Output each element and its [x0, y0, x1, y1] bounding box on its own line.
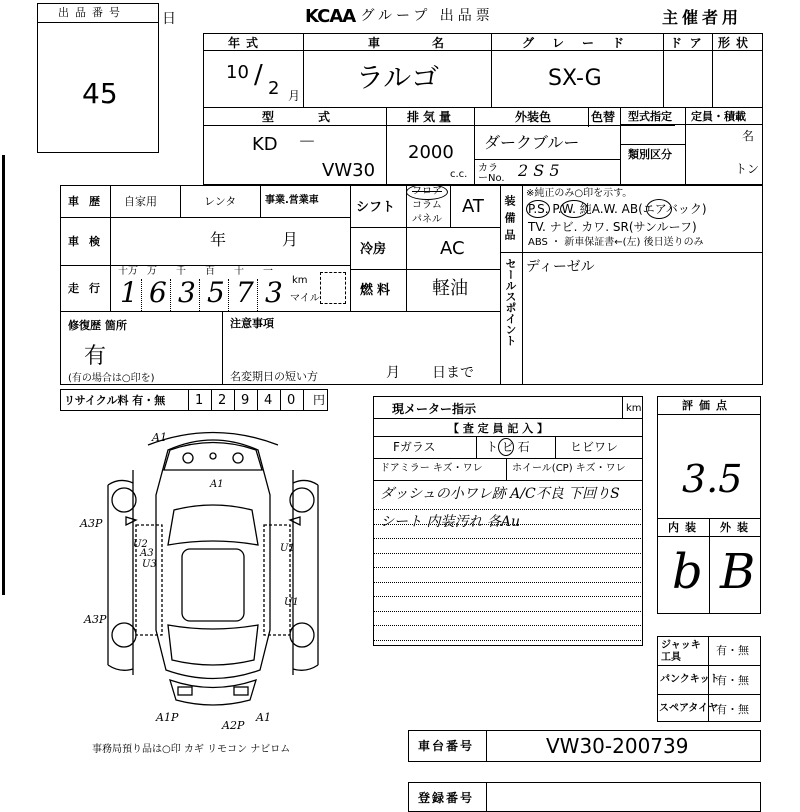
mark-u1-lower: U1 — [284, 597, 299, 608]
accessory-puncture-label: パンクキット — [660, 674, 720, 685]
shift-value: AT — [462, 196, 484, 217]
mileage-check-box — [320, 272, 346, 304]
recycle-digit: 1 — [195, 393, 204, 408]
grade-value: SX-G — [548, 66, 602, 91]
meter-unit: km — [626, 403, 642, 414]
recycle-unit: 円 — [313, 393, 326, 407]
displacement-label: 排気量 — [407, 110, 456, 124]
inspection-year-unit: 年 — [210, 230, 227, 249]
exterior-label: 外装 — [720, 521, 754, 534]
month-value: 2 — [268, 78, 280, 99]
accessory-spare-value: 有・無 — [716, 703, 749, 716]
ab-circle — [646, 199, 672, 219]
mileage-digit: 6 — [149, 276, 167, 309]
recycle-digit: 9 — [241, 393, 250, 408]
type-designation-label: 型式指定 — [628, 110, 672, 123]
recycle-digit: 4 — [264, 393, 273, 408]
lot-number-value: 45 — [82, 77, 118, 110]
ps-circle — [526, 200, 550, 218]
mileage-unit-km: km — [292, 275, 308, 286]
exterior-color-value: ダークブルー — [484, 133, 580, 152]
shift-option-column: コラム — [412, 200, 442, 211]
model-prefix: KD — [252, 134, 278, 155]
equipment-line-1: P.S. P.W. 純A.W. AB(エアバック) — [528, 202, 707, 216]
caution-label: 注意事項 — [230, 317, 274, 330]
displacement-unit: c.c. — [450, 169, 468, 180]
mileage-place-label: 十万 — [118, 266, 138, 277]
shift-label: シフト — [356, 200, 396, 215]
mileage-label: 走行 — [68, 282, 110, 295]
class-label: 類別区分 — [628, 148, 672, 161]
year-format-label: 年式 — [228, 36, 265, 50]
mileage-digit: 3 — [265, 276, 283, 309]
mileage-digit: 5 — [207, 276, 225, 309]
mileage-place-label: 十 — [234, 266, 244, 277]
name-change-day-unit: 日まで — [432, 365, 474, 381]
fuel-label: 燃料 — [360, 283, 395, 298]
accessory-jack-value: 有・無 — [716, 644, 749, 657]
fuel-value: 軽油 — [432, 278, 468, 299]
recycle-label: リサイクル料 有・無 — [64, 394, 166, 407]
evaluation-label: 評価点 — [682, 399, 733, 412]
color-no-label: カラーNo. — [478, 163, 505, 184]
ac-label: 冷房 — [360, 242, 387, 257]
doors-label: ドア — [670, 36, 710, 50]
mileage-place-label: 万 — [147, 266, 157, 277]
accessory-puncture-value: 有・無 — [716, 674, 749, 687]
meter-label: 現メーター指示 — [392, 402, 477, 416]
mark-u2: U2 — [133, 539, 148, 550]
accessory-spare-label: スペアタイヤ — [659, 703, 719, 714]
mileage-place-label: 一 — [263, 266, 273, 277]
mirror-row-wheel: ホイール(CP) キズ・ワレ — [512, 463, 626, 474]
appraiser-label: 【 査 定 員 記 入 】 — [448, 422, 548, 435]
car-name-value: ラルゴ — [356, 61, 440, 94]
model-dash: － — [298, 132, 316, 153]
sales-point-label: セールスポイント — [504, 258, 517, 346]
recycle-digit: 0 — [287, 393, 296, 408]
interior-label: 内装 — [668, 521, 702, 534]
mark-a2p: A2P — [222, 719, 245, 732]
history-label: 車歴 — [68, 195, 110, 208]
chassis-value: VW30-200739 — [546, 734, 689, 758]
year-value: 10 — [226, 62, 249, 83]
inspection-month-unit: 月 — [282, 230, 299, 249]
repair-label: 修復歴 箇所 — [68, 319, 127, 332]
equipment-line-2: TV. ナビ. カワ. SR(サンルーフ) — [528, 220, 697, 234]
mark-a3p-left: A3P — [80, 517, 103, 530]
displacement-value: 2000 — [408, 142, 454, 163]
name-change-label: 名変期日の短い方 — [230, 370, 318, 383]
chassis-label: 車台番号 — [418, 739, 475, 753]
year-slash: / — [254, 60, 263, 90]
glass-row-crack: ヒビワレ — [570, 440, 619, 454]
model-code: VW30 — [322, 160, 376, 181]
history-option-rental: レンタ — [204, 195, 237, 208]
capacity-persons-unit: 名 — [742, 129, 755, 143]
grade-label: グレード — [522, 36, 643, 50]
appraiser-note-1: ダッシュの小ワレ跡 A/C不良 下回りS — [380, 486, 620, 502]
mileage-digit: 1 — [120, 276, 138, 309]
equipment-line-3: ABS ・ 新車保証書←(左) 後日送りのみ — [528, 237, 704, 248]
mark-a1p: A1P — [156, 711, 179, 724]
interior-value: b — [672, 544, 703, 600]
repair-note: (有の場合は○印を) — [68, 373, 155, 384]
equipment-note: ※純正のみ○印を示す。 — [526, 188, 633, 199]
capacity-tons-unit: トン — [735, 162, 760, 176]
history-option-private: 自家用 — [124, 195, 157, 208]
mark-a1-hood: A1 — [210, 479, 224, 490]
chip-circle — [498, 438, 514, 456]
mark-a1-top: A1 — [152, 431, 167, 444]
mark-u3: U3 — [142, 559, 157, 570]
color-change-label: 色替 — [591, 110, 616, 124]
mileage-unit-mile: マイル — [290, 293, 320, 304]
glass-row-chip: ト ビ 石 — [486, 440, 530, 454]
mark-a1-rear: A1 — [256, 711, 271, 724]
evaluation-value: 3.5 — [682, 457, 743, 501]
recycle-digit: 2 — [218, 393, 227, 408]
mileage-place-label: 百 — [205, 266, 215, 277]
header-title: .グループ 出品票 — [352, 8, 494, 24]
name-change-month-unit: 月 — [386, 365, 400, 381]
exterior-color-label: 外装色 — [515, 110, 552, 124]
exterior-value: B — [720, 544, 756, 600]
day-suffix: 日 — [162, 11, 176, 27]
mileage-digit: 7 — [236, 276, 254, 309]
repair-value: 有 — [84, 344, 107, 369]
car-name-label: 車名 — [368, 36, 497, 50]
shift-floor-circle — [406, 184, 448, 200]
appraiser-note-2: シート 内装汚れ 各Au — [380, 514, 521, 530]
pw-circle — [560, 200, 588, 218]
equipment-label: 装備品 — [503, 195, 516, 246]
shift-option-floor: フロア — [412, 186, 442, 197]
shift-option-panel: パネル — [412, 214, 442, 225]
history-option-business: 事業.営業車 — [265, 195, 319, 206]
glass-row-front: Fガラス — [393, 440, 436, 454]
mark-a3: A3 — [140, 548, 154, 559]
ac-value: AC — [440, 238, 465, 259]
office-items: 事務局預り品は○印 カギ リモコン ナビロム — [92, 744, 291, 755]
header-host: 主催者用 — [662, 8, 743, 27]
header-org: KCAA — [305, 6, 356, 27]
damage-diagram — [78, 425, 348, 735]
body-shape-label: 形状 — [718, 36, 755, 50]
lot-number-label: 出品番号 — [58, 6, 126, 19]
model-label: 型式 — [262, 110, 375, 124]
color-no-value: 2 S 5 — [518, 161, 560, 180]
registration-label: 登録番号 — [418, 791, 475, 805]
mileage-digit: 3 — [178, 276, 196, 309]
mileage-place-label: 千 — [176, 266, 186, 277]
capacity-label: 定員・積載 — [691, 110, 746, 123]
sales-point-value: ディーゼル — [526, 259, 595, 275]
mark-u1-right: U1 — [280, 543, 295, 554]
mirror-row-door: ドアミラー キズ・ワレ — [380, 463, 483, 474]
mark-a3p-lower: A3P — [84, 613, 107, 626]
accessory-jack-label: ジャッキ工具 — [661, 640, 701, 663]
inspection-label: 車検 — [68, 235, 110, 248]
month-unit: 月 — [288, 89, 301, 103]
